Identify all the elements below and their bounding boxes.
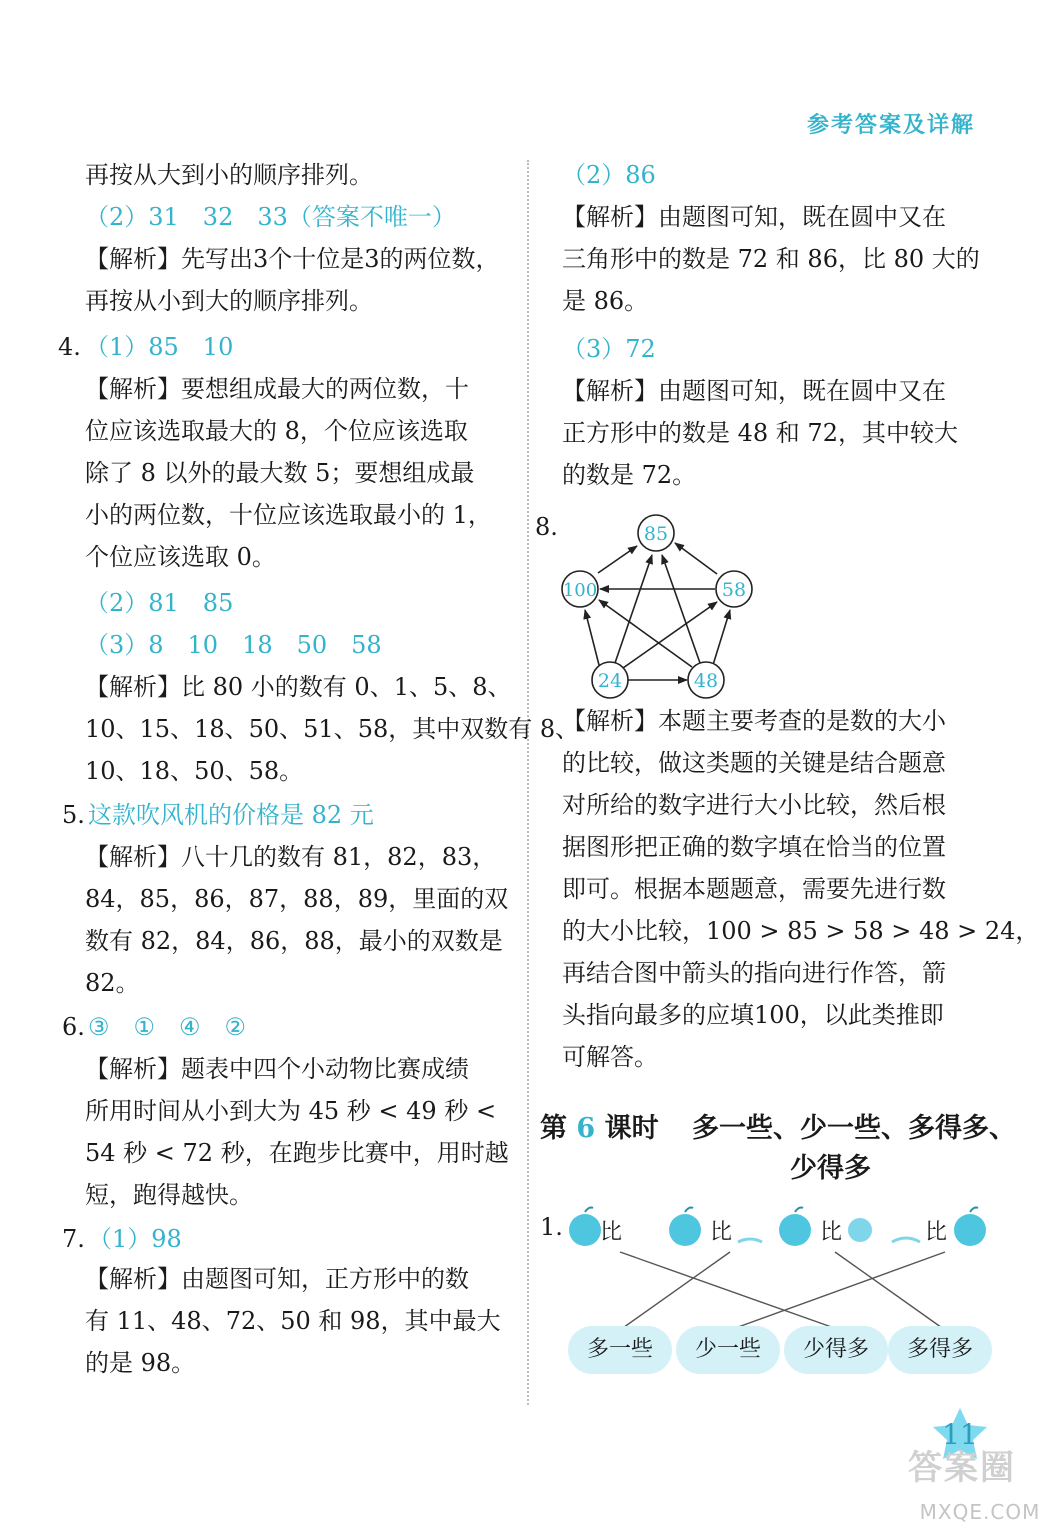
- text-line: 【解析】由题图可知，既在圆中又在: [562, 377, 946, 405]
- question-number: 7.: [62, 1225, 85, 1253]
- text-line: 的比较，做这类题的关键是结合题意: [562, 749, 946, 777]
- header-title: 参考答案及详解: [806, 112, 975, 138]
- lesson-title-line2: 少得多: [790, 1153, 871, 1184]
- column-divider: [527, 160, 529, 1405]
- small-fruit-icon: [892, 1238, 920, 1242]
- text-line: 短，跑得越快。: [85, 1181, 253, 1209]
- question-number: 8.: [535, 513, 558, 541]
- text-line: 【解析】由题图可知，既在圆中又在: [562, 203, 946, 231]
- question-number: 4.: [58, 333, 81, 361]
- text-line: 【解析】八十几的数有 81，82，83，: [85, 843, 497, 871]
- node-left: 100: [562, 580, 598, 601]
- apple-icon: [779, 1208, 811, 1247]
- lesson-suffix: 课时: [604, 1113, 659, 1144]
- compare-label: 比: [820, 1220, 843, 1245]
- node-top: 85: [643, 523, 669, 545]
- text-line: 【解析】要想组成最大的两位数，十: [85, 375, 469, 403]
- text-line: 84，85，86，87，88，89，里面的双: [85, 885, 509, 913]
- text-line: 【解析】本题主要考查的是数的大小: [562, 707, 946, 735]
- question-number: 1.: [540, 1213, 563, 1241]
- text-line: 再按从小到大的顺序排列。: [85, 287, 373, 315]
- watermark-url: MXQE.COM: [919, 1500, 1041, 1524]
- text-line: 【解析】先写出3个十位是3的两位数，: [85, 245, 500, 273]
- answer-line: （2）81 85: [85, 589, 234, 617]
- compare-label: 比: [710, 1220, 733, 1245]
- node-right: 58: [721, 579, 747, 601]
- apple-icon: [848, 1218, 872, 1242]
- page-number: 11: [942, 1418, 978, 1451]
- text-line: 82。: [85, 969, 140, 997]
- text-line: 小的两位数，十位应该选取最小的 1，: [85, 501, 492, 529]
- text-line: 的大小比较，100 > 85 > 58 > 48 > 24，: [562, 917, 1040, 945]
- compare-label: 比: [600, 1220, 623, 1245]
- apple-icon: [669, 1208, 701, 1247]
- text-line: 即可。根据本题题意，需要先进行数: [562, 875, 946, 903]
- answer-line: （1）98: [88, 1225, 182, 1253]
- answer-line: 这款吹风机的价格是 82 元: [88, 801, 374, 829]
- apple-icon: [954, 1208, 986, 1247]
- text-line: 头指向最多的应填100，以此类推即: [562, 1001, 944, 1029]
- text-line: 【解析】比 80 小的数有 0、1、5、8、: [85, 673, 512, 701]
- text-line: 的数是 72。: [562, 461, 697, 489]
- text-line: 54 秒 < 72 秒，在跑步比赛中，用时越: [85, 1139, 509, 1167]
- lesson-heading: [540, 1114, 1016, 1144]
- text-line: 个位应该选取 0。: [85, 543, 276, 571]
- text-line: 【解析】题表中四个小动物比赛成绩: [85, 1055, 469, 1083]
- option-label: 少得多: [784, 1326, 888, 1374]
- text-line: 据图形把正确的数字填在恰当的位置: [562, 833, 946, 861]
- option-label: 多得多: [888, 1326, 992, 1374]
- answer-line: （2）31 32 33（答案不唯一）: [85, 203, 456, 231]
- option-label: 多一些: [568, 1326, 672, 1374]
- apple-icon: [569, 1208, 601, 1247]
- answer-line: ③ ① ④ ②: [88, 1013, 247, 1041]
- option-label: 少一些: [676, 1326, 780, 1374]
- text-line: 正方形中的数是 48 和 72，其中较大: [562, 419, 958, 447]
- number-pentagon-diagram: [555, 510, 795, 704]
- text-line: 除了 8 以外的最大数 5；要想组成最: [85, 459, 475, 487]
- text-line: 再按从大到小的顺序排列。: [85, 161, 373, 189]
- lesson-number: 6: [576, 1113, 596, 1144]
- text-line: 的是 98。: [85, 1349, 196, 1377]
- text-line: 是 86。: [562, 287, 649, 315]
- text-line: 再结合图中箭头的指向进行作答，箭: [562, 959, 946, 987]
- watermark-logo: 答案圈: [908, 1448, 1016, 1488]
- text-line: 数有 82，84，86，88，最小的双数是: [85, 927, 503, 955]
- lesson-prefix: 第: [540, 1113, 567, 1144]
- text-line: 三角形中的数是 72 和 86，比 80 大的: [562, 245, 980, 273]
- question-number: 6.: [62, 1013, 85, 1041]
- text-line: 有 11、48、72、50 和 98，其中最大: [85, 1307, 501, 1335]
- compare-label: 比: [925, 1220, 948, 1245]
- question-number: 5.: [62, 801, 85, 829]
- text-line: 10、18、50、58。: [85, 757, 304, 785]
- text-line: 10、15、18、50、51、58，其中双数有 8、: [85, 715, 580, 743]
- text-line: 对所给的数字进行大小比较，然后根: [562, 791, 946, 819]
- answer-line: （3）72: [562, 335, 656, 363]
- node-bottom-left: 24: [597, 670, 623, 692]
- lesson-title-line1: 多一些、少一些、多得多、: [692, 1113, 1017, 1144]
- text-line: 【解析】由题图可知，正方形中的数: [85, 1265, 469, 1293]
- node-bottom-right: 48: [693, 670, 719, 692]
- answer-line: （2）86: [562, 161, 656, 189]
- text-line: 所用时间从小到大为 45 秒 < 49 秒 <: [85, 1097, 497, 1125]
- answer-line: （1）85 10: [85, 333, 234, 361]
- text-line: 可解答。: [562, 1043, 658, 1071]
- text-line: 位应该选取最大的 8，个位应该选取: [85, 417, 468, 445]
- small-fruit-icon: [738, 1239, 762, 1242]
- answer-line: （3）8 10 18 50 58: [85, 631, 382, 659]
